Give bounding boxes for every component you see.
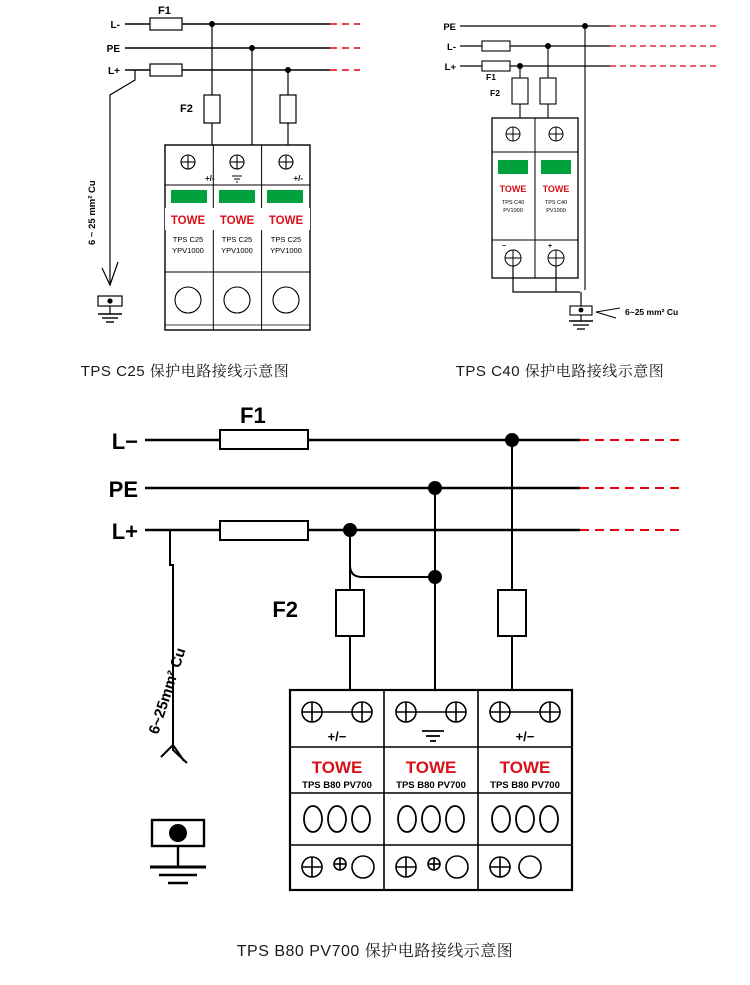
label-line-l-plus: L+	[444, 62, 456, 73]
status-indicator-green-3	[267, 190, 303, 203]
fuse-f2-body-left	[512, 78, 528, 104]
figure-tps-c40	[420, 0, 740, 345]
fuse-lplus-body	[220, 521, 308, 540]
status-indicator-green-2	[219, 190, 255, 203]
module-window-2	[224, 287, 250, 313]
ground-terminal-dot	[107, 298, 112, 303]
label-line-l-plus: L+	[111, 519, 138, 544]
ground-terminal-dot	[169, 824, 187, 842]
module-polarity-1: +/−	[327, 729, 347, 744]
label-line-pe: PE	[106, 44, 120, 55]
label-fuse-f1: F1	[486, 72, 496, 82]
fuse-f1-body	[220, 430, 308, 449]
fuse-f2-body-right	[280, 95, 296, 123]
module-brand-1: TOWE	[311, 758, 363, 777]
earth-conductor-arrow	[596, 308, 620, 318]
fuse-f1-body-upper	[482, 41, 510, 51]
figure-tps-b80-pv700	[60, 405, 700, 925]
figure-tps-c25	[40, 0, 370, 345]
label-fuse-f1: F1	[240, 405, 266, 428]
fuse-f1-body	[150, 18, 182, 30]
earth-conductor-path	[170, 530, 173, 745]
module-brand-3: TOWE	[499, 758, 551, 777]
fuse-lplus-body	[150, 64, 182, 76]
label-line-l-plus: L+	[108, 66, 120, 77]
fuse-f2-body-right	[540, 78, 556, 104]
module-brand-2: TOWE	[405, 758, 457, 777]
label-earth-conductor: 6~25 mm² Cu	[625, 307, 679, 317]
label-line-l-minus: L-	[110, 20, 120, 31]
module-brand-2: TOWE	[542, 184, 570, 194]
module-polarity-3: +/-	[293, 174, 303, 183]
label-line-l-minus: L-	[447, 42, 456, 53]
module-model-2-line1: TPS C25	[221, 235, 253, 244]
label-fuse-f2: F2	[180, 103, 193, 115]
module-model-3-line2: YPV1000	[270, 246, 302, 255]
module-polarity-plus: +	[548, 243, 553, 250]
tps-b80-schematic	[60, 405, 700, 925]
caption-tps-c25: TPS C25 保护电路接线示意图	[80, 363, 290, 380]
module-brand-1: TOWE	[170, 215, 206, 227]
jog-line-l-plus	[350, 530, 435, 577]
module-window-3	[273, 287, 299, 313]
label-fuse-f1: F1	[158, 5, 171, 17]
label-fuse-f2: F2	[490, 88, 500, 98]
module-brand-1: TOWE	[499, 184, 527, 194]
module-brand-2: TOWE	[219, 215, 255, 227]
module-polarity-minus: −	[502, 243, 507, 250]
status-indicator-green-1	[498, 160, 528, 174]
label-line-l-minus: L−	[111, 429, 138, 454]
tps-c25-schematic	[40, 0, 370, 345]
module-model-2-line1: TPS C40	[544, 200, 568, 206]
module-model-1-line2: YPV1000	[172, 246, 204, 255]
tps-c40-schematic	[420, 0, 740, 345]
label-line-pe: PE	[108, 477, 138, 502]
module-model-1-line2: PV1000	[503, 208, 523, 214]
module-window-1	[175, 287, 201, 313]
fuse-f2-body-left	[336, 590, 364, 636]
caption-tps-c40: TPS C40 保护电路接线示意图	[455, 363, 665, 380]
fuse-f2-body-right	[498, 590, 526, 636]
module-polarity-1: +/-	[205, 174, 215, 183]
module-model-2-line2: PV1000	[546, 208, 566, 214]
ground-terminal-dot	[579, 308, 584, 313]
module-model-1: TPS B80 PV700	[302, 780, 372, 791]
module-model-3: TPS B80 PV700	[490, 780, 560, 791]
label-earth-conductor: 6~25mm² Cu	[145, 645, 190, 737]
fuse-f2-body-left	[204, 95, 220, 123]
label-line-pe: PE	[443, 22, 456, 33]
module-model-2-line2: YPV1000	[221, 246, 253, 255]
fuse-f1-body-lower	[482, 61, 510, 71]
module-indicator-windows	[304, 806, 558, 832]
label-fuse-f2: F2	[272, 597, 298, 622]
module-model-1-line1: TPS C25	[172, 235, 204, 244]
label-earth-conductor: 6 ~ 25 mm² Cu	[87, 180, 98, 245]
module-model-1-line1: TPS C40	[501, 200, 525, 206]
module-model-2: TPS B80 PV700	[396, 780, 466, 791]
module-polarity-3: +/−	[515, 729, 535, 744]
status-indicator-green-1	[171, 190, 207, 203]
earth-conductor-path	[110, 70, 135, 285]
module-model-3-line1: TPS C25	[270, 235, 302, 244]
caption-tps-b80-pv700: TPS B80 PV700 保护电路接线示意图	[236, 943, 514, 960]
module-brand-3: TOWE	[268, 215, 304, 227]
status-indicator-green-2	[541, 160, 571, 174]
